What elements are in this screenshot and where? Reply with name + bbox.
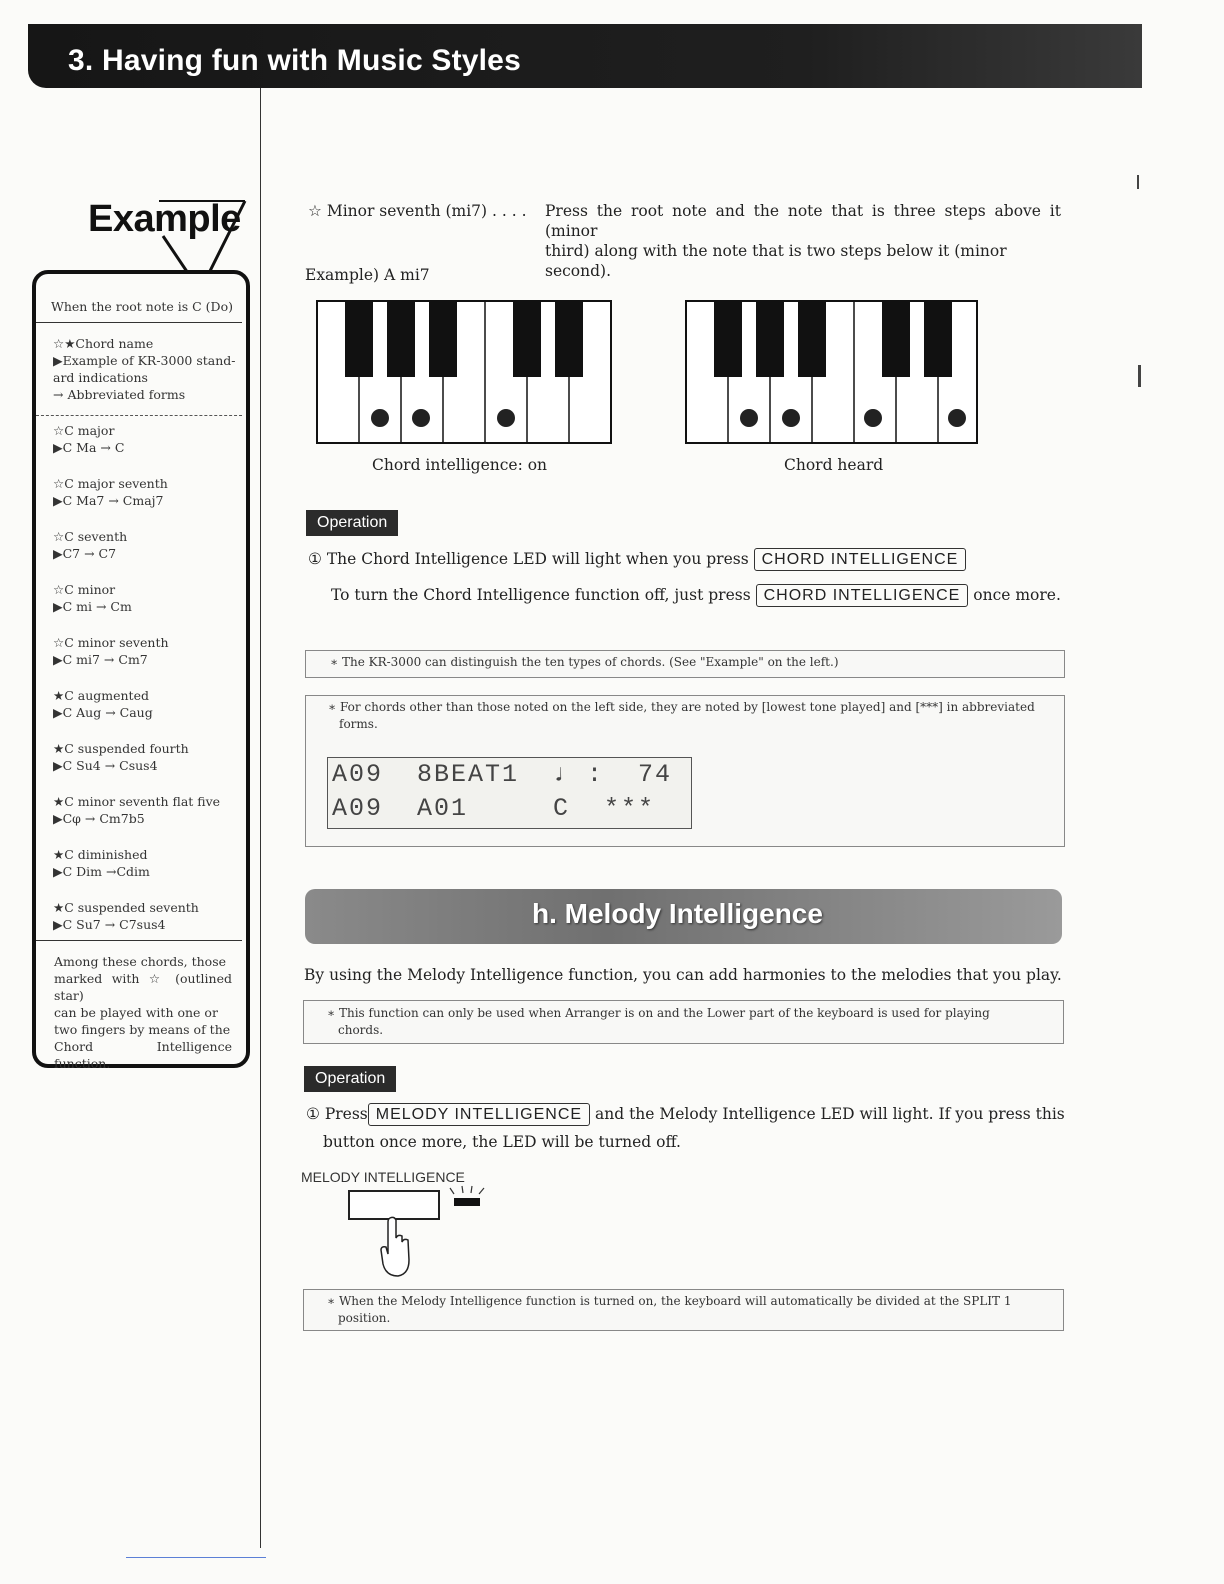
chord-entry: ☆C minor ▶C mi → Cm — [53, 582, 132, 614]
operation-step: ① Press MELODY INTELLIGENCE and the Melody Intelligence LED will light. If you press this button once more, the LED will be turned off. — [306, 1105, 1065, 1151]
note-text: ∗ The KR-3000 can distinguish the ten types of chords. (See "Example" on the left.) — [330, 655, 839, 669]
divider — [36, 322, 242, 323]
chord-entry: ☆C major ▶C Ma → C — [53, 423, 125, 455]
sidebar-heading: Example — [88, 198, 241, 240]
section-intro: By using the Melody Intelligence function, you can add harmonies to the melodies that you play. — [304, 966, 1062, 984]
melody-intelligence-button[interactable]: MELODY INTELLIGENCE — [368, 1103, 590, 1126]
operation-badge: Operation — [304, 1066, 396, 1092]
page-title: 3. Having fun with Music Styles — [68, 44, 521, 77]
chord-label: ☆ Minor seventh (mi7) . . . . — [308, 202, 527, 220]
legend: ☆★Chord name ▶Example of KR-3000 stand- ard indications → Abbreviated forms — [53, 336, 236, 402]
note-text: ∗ This function can only be used when Arranger is on and the Lower part of the keyboard is used for playing chords. — [327, 1006, 990, 1037]
keyboard-diagram-right — [685, 300, 980, 446]
section-title: h. Melody Intelligence — [532, 898, 823, 929]
chord-entry: ★C minor seventh flat five ▶Cφ → Cm7b5 — [53, 794, 221, 826]
sidebar-footnote: Among these chords, those marked with ☆ (outlined star) can be played with one or two fingers by means of the Chord Intelligence function. — [54, 954, 232, 1071]
operation-step: ① The Chord Intelligence LED will light when you press CHORD INTELLIGENCE — [308, 548, 966, 571]
operation-badge: Operation — [306, 510, 398, 536]
chord-entry: ☆C major seventh ▶C Ma7 → Cmaj7 — [53, 476, 168, 508]
margin-mark — [1137, 175, 1139, 189]
chord-intelligence-button[interactable]: CHORD INTELLIGENCE — [756, 584, 969, 607]
pressing-finger-icon — [378, 1216, 418, 1278]
divider — [36, 940, 242, 941]
operation-step: To turn the Chord Intelligence function off, just press CHORD INTELLIGENCE once more. — [331, 584, 1061, 607]
chord-entry: ★C augmented ▶C Aug → Caug — [53, 688, 153, 720]
keyboard-diagram-left — [316, 300, 614, 446]
note-text: ∗ For chords other than those noted on the left side, they are noted by [lowest tone played] and [***] in abbreviated forms. — [328, 700, 1035, 731]
lcd-display: A09 8BEAT1 ♩ : 74 A09 A01 C *** — [327, 757, 692, 829]
bottom-rule — [126, 1557, 266, 1558]
keyboard-caption-right: Chord heard — [784, 456, 884, 474]
chord-description: Press the root note and the note that is three steps above it (minor third) along with the note that is two steps below it (minor second). — [545, 202, 1061, 280]
chord-entry: ☆C seventh ▶C7 → C7 — [53, 529, 128, 561]
column-divider — [260, 88, 261, 1548]
chord-entry: ★C diminished ▶C Dim →Cdim — [53, 847, 150, 879]
example-label: Example) A mi7 — [305, 266, 430, 284]
panel-label: MELODY INTELLIGENCE — [301, 1169, 465, 1185]
chord-entry: ☆C minor seventh ▶C mi7 → Cm7 — [53, 635, 169, 667]
led-glow-icon — [444, 1184, 494, 1200]
dashed-divider — [36, 415, 242, 416]
chord-entry: ★C suspended fourth ▶C Su4 → Csus4 — [53, 741, 189, 773]
root-note-label: When the root note is C (Do) — [51, 299, 233, 314]
chord-intelligence-button[interactable]: CHORD INTELLIGENCE — [754, 548, 967, 571]
note-text: ∗ When the Melody Intelligence function is turned on, the keyboard will automatically be divided at the SPLIT 1 position. — [327, 1294, 1012, 1325]
keyboard-caption-left: Chord intelligence: on — [372, 456, 548, 474]
margin-mark — [1138, 365, 1141, 387]
chord-entry: ★C suspended seventh ▶C Su7 → C7sus4 — [53, 900, 199, 932]
